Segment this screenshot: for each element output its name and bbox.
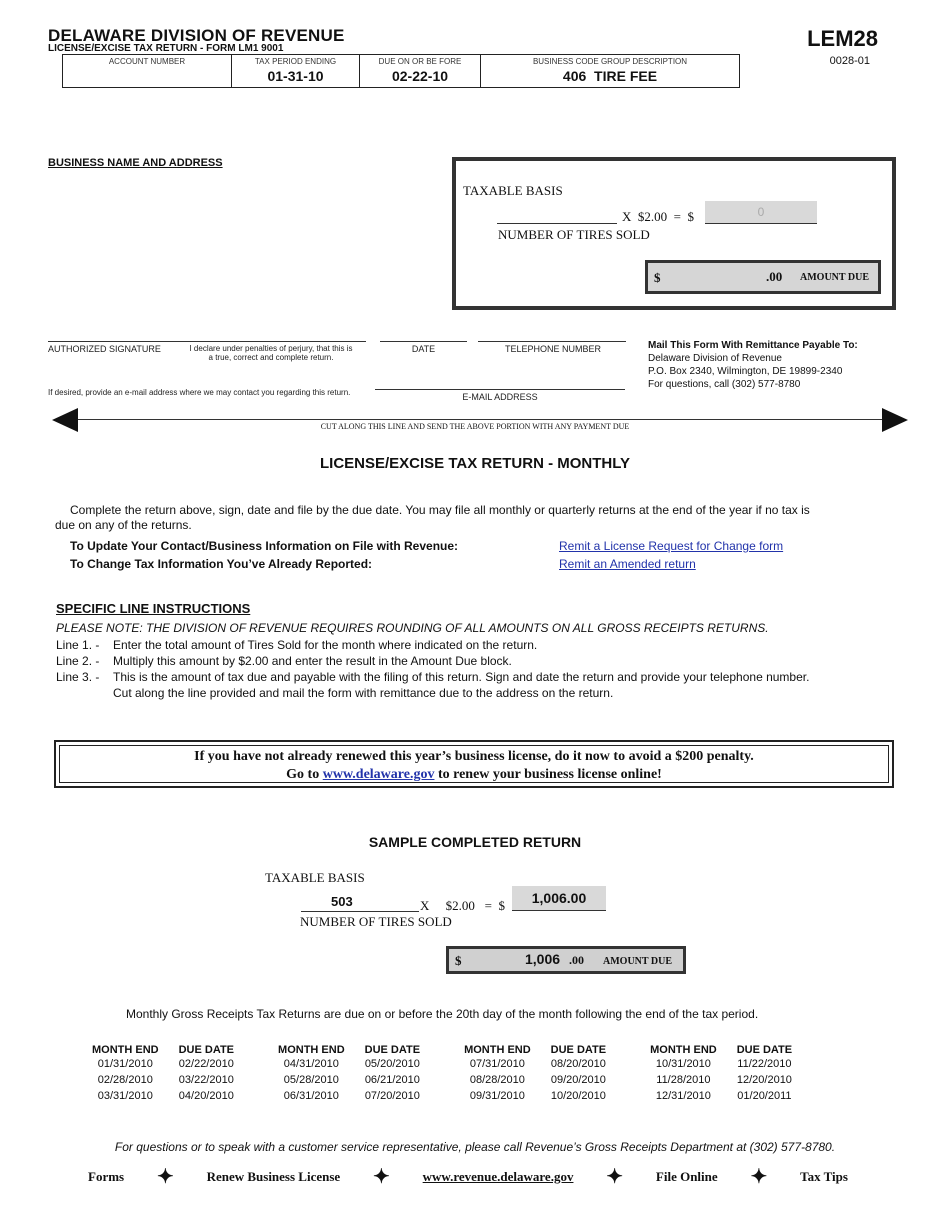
sample-amount: 1,006 bbox=[525, 951, 561, 967]
tires-sold-label: NUMBER OF TIRES SOLD bbox=[498, 227, 650, 242]
account-number-label: ACCOUNT NUMBER bbox=[108, 57, 186, 66]
email-note: If desired, provide an e-mail address where we may contact you regarding this return. bbox=[48, 388, 351, 397]
line-2-label: Line 2. - bbox=[56, 654, 100, 668]
sample-amount-due-label: AMOUNT DUE bbox=[603, 956, 672, 967]
cell: 10/31/2010 bbox=[655, 1058, 711, 1070]
email-label: E-MAIL ADDRESS bbox=[462, 392, 538, 402]
cell: 04/20/2010 bbox=[178, 1090, 234, 1102]
cell: 09/31/2010 bbox=[469, 1090, 525, 1102]
col-month-end-4: MONTH END bbox=[650, 1044, 717, 1056]
declaration-text bbox=[174, 344, 368, 362]
mail-line-2: P.O. Box 2340, Wilmington, DE 19899-2340 bbox=[648, 366, 843, 377]
cell: 05/20/2010 bbox=[364, 1058, 420, 1070]
line-2-text: Multiply this amount by $2.00 and enter the result in the Amount Due block. bbox=[113, 654, 512, 668]
notice-line-1: If you have not already renewed this year’s business license, do it now to avoid a $200 penalty. bbox=[194, 749, 754, 764]
cell: 08/28/2010 bbox=[469, 1074, 525, 1086]
sample-tires-value: 503 bbox=[331, 894, 353, 909]
form-name: LICENSE/EXCISE TAX RETURN - FORM LM1 9001 bbox=[48, 43, 284, 54]
taxable-basis-label: TAXABLE BASIS bbox=[463, 183, 563, 198]
sample-amount-due-box bbox=[446, 946, 686, 974]
col-month-end-1: MONTH END bbox=[92, 1044, 159, 1056]
amended-return-link[interactable]: Remit an Amended return bbox=[559, 557, 696, 571]
tax-period-value: 01-31-10 bbox=[267, 68, 324, 84]
line-1-text: Enter the total amount of Tires Sold for the month where indicated on the return. bbox=[113, 638, 538, 652]
signature-line[interactable] bbox=[48, 341, 366, 342]
table-row bbox=[82, 1088, 802, 1104]
sample-basis-label: TAXABLE BASIS bbox=[265, 870, 365, 885]
email-line[interactable] bbox=[375, 389, 625, 390]
cell: 06/31/2010 bbox=[283, 1090, 339, 1102]
schedule-intro: Monthly Gross Receipts Tax Returns are due on or before the 20th day of the month following the end of the tax period. bbox=[126, 1007, 759, 1021]
due-date-label: DUE ON OR BE FORE bbox=[378, 57, 462, 66]
telephone-label: TELEPHONE NUMBER bbox=[504, 344, 602, 354]
form-sub-code: 0028-01 bbox=[829, 55, 870, 67]
telephone-line[interactable] bbox=[478, 341, 626, 342]
cell: 10/20/2010 bbox=[550, 1090, 606, 1102]
tires-sold-input-line[interactable] bbox=[497, 223, 617, 224]
cell: 01/20/2011 bbox=[737, 1090, 792, 1102]
business-name-label: BUSINESS NAME AND ADDRESS bbox=[48, 157, 223, 169]
due-date-header-row bbox=[82, 1044, 802, 1056]
cell: 04/31/2010 bbox=[283, 1058, 339, 1070]
tax-period-label: TAX PERIOD ENDING bbox=[254, 57, 337, 66]
sample-computed-field: 1,006.00 bbox=[512, 886, 606, 911]
agency-title: DELAWARE DIVISION OF REVENUE bbox=[48, 26, 345, 45]
table-row bbox=[82, 1056, 802, 1072]
change-form-link[interactable]: Remit a License Request for Change form bbox=[559, 539, 784, 553]
cell: 02/28/2010 bbox=[97, 1074, 153, 1086]
col-due-date-2: DUE DATE bbox=[364, 1044, 421, 1056]
tax-period-cell bbox=[232, 55, 360, 87]
declaration-line-1: I declare under penalties of perjury, that this is bbox=[189, 344, 353, 353]
business-code-label: BUSINESS CODE GROUP DESCRIPTION bbox=[532, 57, 688, 66]
sample-title: SAMPLE COMPLETED RETURN bbox=[368, 834, 582, 850]
table-row bbox=[82, 1072, 802, 1088]
cell: 01/31/2010 bbox=[97, 1058, 153, 1070]
header-info-box bbox=[62, 54, 740, 88]
delaware-gov-link[interactable]: www.delaware.gov bbox=[322, 767, 435, 782]
cell: 12/31/2010 bbox=[655, 1090, 711, 1102]
form-code: LEM28 bbox=[807, 26, 878, 51]
business-code-cell bbox=[481, 55, 739, 87]
cell: 08/20/2010 bbox=[550, 1058, 606, 1070]
business-code-value: 406 TIRE FEE bbox=[562, 68, 658, 84]
mail-heading: Mail This Form With Remittance Payable To: bbox=[648, 340, 858, 351]
intro-line-1: Complete the return above, sign, date and file by the due date. You may file all monthly or quarterly returns at the end of the year if no tax is bbox=[70, 503, 810, 517]
footer-questions: For questions or to speak with a customer service representative, please call Revenue’s Gross Receipts Department at (302) 577-8780. bbox=[114, 1140, 836, 1154]
update-info-label: To Update Your Contact/Business Information on File with Revenue: bbox=[70, 539, 459, 553]
change-info-label: To Change Tax Information You’ve Already Reported: bbox=[70, 557, 373, 571]
amount-due-cents: .00 bbox=[766, 269, 783, 284]
specific-instructions-title: SPECIFIC LINE INSTRUCTIONS bbox=[56, 601, 251, 616]
rate-text: X $2.00 = $ bbox=[622, 209, 694, 224]
col-month-end-2: MONTH END bbox=[278, 1044, 345, 1056]
due-date-cell bbox=[360, 55, 481, 87]
star-separator-icon: ✦ bbox=[373, 1166, 390, 1188]
due-date-table bbox=[82, 1044, 802, 1104]
sample-tires-line bbox=[301, 911, 419, 912]
sample-cents: .00 bbox=[569, 953, 584, 967]
notice-line-2 bbox=[60, 766, 888, 784]
mail-line-1: Delaware Division of Revenue bbox=[648, 353, 782, 364]
mail-to-block bbox=[648, 339, 858, 391]
cut-instruction: CUT ALONG THIS LINE AND SEND THE ABOVE PORTION WITH ANY PAYMENT DUE bbox=[320, 422, 630, 431]
computed-amount-field[interactable]: 0 bbox=[705, 201, 817, 224]
sample-tires-label: NUMBER OF TIRES SOLD bbox=[300, 914, 452, 929]
cell: 07/31/2010 bbox=[469, 1058, 525, 1070]
cell: 12/20/2010 bbox=[736, 1074, 792, 1086]
tax-tips-link[interactable]: Tax Tips bbox=[800, 1168, 848, 1184]
notice-rest: to renew your business license online! bbox=[437, 767, 662, 782]
cell: 11/22/2010 bbox=[737, 1058, 792, 1070]
mail-line-3: For questions, call (302) 577-8780 bbox=[648, 379, 801, 390]
cell: 11/28/2010 bbox=[656, 1074, 711, 1086]
cut-line bbox=[78, 419, 884, 420]
cell: 03/31/2010 bbox=[97, 1090, 153, 1102]
col-month-end-3: MONTH END bbox=[464, 1044, 531, 1056]
rounding-note: PLEASE NOTE: THE DIVISION OF REVENUE REQUIRES ROUNDING OF ALL AMOUNTS ON ALL GROSS RECEIPTS RETURNS. bbox=[56, 621, 769, 635]
footer-link-bar bbox=[88, 1164, 848, 1189]
forms-link[interactable]: Forms bbox=[88, 1168, 125, 1184]
due-date-value: 02-22-10 bbox=[391, 68, 449, 84]
cell: 06/21/2010 bbox=[364, 1074, 420, 1086]
cell: 03/22/2010 bbox=[178, 1074, 234, 1086]
account-number-cell bbox=[63, 55, 232, 87]
amount-due-dollar: $ bbox=[654, 270, 661, 285]
instructions-title: LICENSE/EXCISE TAX RETURN - MONTHLY bbox=[319, 455, 631, 472]
date-label: DATE bbox=[411, 344, 436, 354]
star-separator-icon: ✦ bbox=[156, 1166, 174, 1188]
cell: 09/20/2010 bbox=[550, 1074, 606, 1086]
notice-go-to: Go to bbox=[286, 767, 320, 782]
cell: 02/22/2010 bbox=[178, 1058, 234, 1070]
col-due-date-1: DUE DATE bbox=[178, 1044, 235, 1056]
line-3-label: Line 3. - bbox=[56, 670, 100, 684]
renew-license-link[interactable]: Renew Business License bbox=[206, 1168, 341, 1184]
line-1-label: Line 1. - bbox=[56, 638, 100, 652]
line-3-text-1: This is the amount of tax due and payable with the filing of this return. Sign and date the return and provide your telephone number. bbox=[113, 670, 810, 684]
col-due-date-3: DUE DATE bbox=[550, 1044, 607, 1056]
amount-due-label: AMOUNT DUE bbox=[800, 272, 869, 283]
date-line[interactable] bbox=[380, 341, 467, 342]
file-online-link[interactable]: File Online bbox=[655, 1168, 718, 1184]
amount-due-box[interactable] bbox=[645, 260, 881, 294]
intro-line-2: due on any of the returns. bbox=[55, 518, 192, 532]
declaration-line-2: a true, correct and complete return. bbox=[208, 353, 334, 362]
col-due-date-4: DUE DATE bbox=[736, 1044, 793, 1056]
cell: 07/20/2010 bbox=[364, 1090, 420, 1102]
sample-rate-text: X $2.00 = $ bbox=[420, 898, 505, 913]
authorized-signature-label: AUTHORIZED SIGNATURE bbox=[48, 344, 161, 354]
cell: 05/28/2010 bbox=[283, 1074, 339, 1086]
line-3-text-2: Cut along the line provided and mail the form with remittance due to the address on the return. bbox=[113, 686, 614, 700]
revenue-site-link[interactable]: www.revenue.delaware.gov bbox=[422, 1168, 574, 1184]
star-separator-icon: ✦ bbox=[606, 1166, 624, 1188]
sample-dollar: $ bbox=[455, 953, 462, 968]
star-separator-icon: ✦ bbox=[750, 1166, 768, 1188]
license-renewal-notice bbox=[54, 740, 894, 788]
